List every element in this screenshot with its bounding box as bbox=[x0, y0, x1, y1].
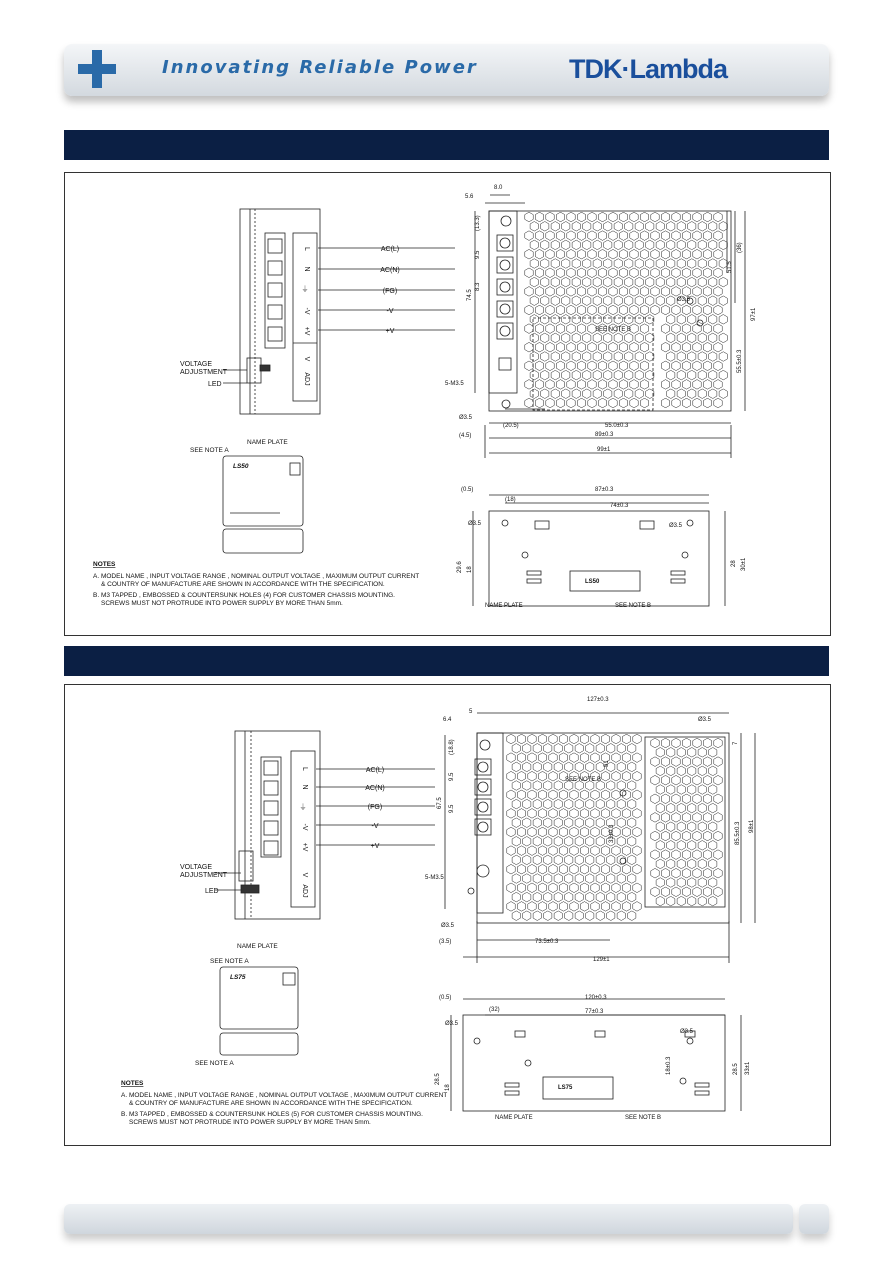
dim-129: 129±1 bbox=[593, 957, 610, 963]
name-plate-title-2: NAME PLATE bbox=[237, 943, 278, 950]
screw-label: 5-M3.5 bbox=[445, 381, 464, 387]
dim-18-b: 18 bbox=[467, 566, 473, 573]
voltage-adjustment-label-b: VOLTAGE bbox=[180, 864, 213, 871]
dim-9-5-b: 9.5 bbox=[449, 804, 455, 813]
dim-98: 98±1 bbox=[749, 819, 755, 833]
dim-9-5: 9.5 bbox=[475, 250, 481, 259]
dim-18: (18) bbox=[505, 497, 516, 503]
model-name-2: LS75 bbox=[230, 974, 246, 981]
header-banner bbox=[64, 44, 829, 96]
dim-18-c: 18 bbox=[445, 1084, 451, 1091]
svg-text:⏚: ⏚ bbox=[301, 286, 309, 293]
dim-32: (32) bbox=[489, 1007, 500, 1013]
dim-18-8: (18.8) bbox=[449, 739, 455, 755]
svg-text:+V: +V bbox=[303, 326, 310, 336]
bottom-model-2: LS75 bbox=[558, 1085, 573, 1091]
voltage-adjustment-label-2: ADJUSTMENT bbox=[180, 369, 228, 376]
note-b-line2: SCREWS MUST NOT PROTRUDE INTO POWER SUPPLY BY MORE THAN 5mm. bbox=[101, 600, 343, 607]
note-b-line1-2: B. M3 TAPPED , EMBOSSED & COUNTERSUNK HOLES (5) FOR CUSTOMER CHASSIS MOUNTING. bbox=[121, 1111, 423, 1118]
model-name: LS50 bbox=[233, 463, 249, 470]
section-bar-1 bbox=[64, 130, 829, 160]
svg-text:+V: +V bbox=[301, 842, 308, 852]
dim-33-1: 33±1 bbox=[745, 1061, 751, 1075]
dim-9-5-a: 9.5 bbox=[449, 772, 455, 781]
name-plate-bottom-label-2: NAME PLATE bbox=[495, 1115, 533, 1121]
bottom-view-1 bbox=[473, 495, 725, 606]
dim-8-0: 8.0 bbox=[494, 185, 503, 191]
name-plate-bottom-label: NAME PLATE bbox=[485, 603, 523, 609]
note-a-line1-2: A. MODEL NAME , INPUT VOLTAGE RANGE , NOMINAL OUTPUT VOLTAGE , MAXIMUM OUTPUT CURRENT bbox=[121, 1092, 448, 1099]
fg-label-2: (FG) bbox=[367, 804, 383, 811]
ac-l-label-2: AC(L) bbox=[365, 767, 385, 774]
section-bar-2 bbox=[64, 646, 829, 676]
neg-v-label-2: -V bbox=[371, 823, 379, 830]
svg-text:ADJ: ADJ bbox=[301, 884, 308, 898]
dim-73-5: 73.5±0.3 bbox=[535, 939, 559, 945]
svg-text:V: V bbox=[301, 872, 308, 878]
dim-55-5: 55.5±0.3 bbox=[737, 349, 743, 373]
pos-v-label-2: +V bbox=[370, 843, 380, 850]
footer-bar bbox=[64, 1204, 793, 1234]
dim-6-4: 6.4 bbox=[443, 717, 452, 723]
dim-4-5: (4.5) bbox=[459, 433, 472, 439]
dim-51-5: 51.5 bbox=[727, 261, 733, 273]
dim-74: 74±0.3 bbox=[610, 503, 629, 509]
dim-55-0: 55.0±0.3 bbox=[605, 423, 629, 429]
dim-18-0-3: 18±0.3 bbox=[666, 1056, 672, 1075]
see-note-b-bottom-2: SEE NOTE B bbox=[625, 1115, 662, 1121]
page-number-box bbox=[799, 1204, 829, 1234]
see-note-b-front-2: SEE NOTE B bbox=[565, 777, 602, 783]
dim-28-5-b: 28.5 bbox=[733, 1063, 739, 1075]
bottom-model: LS50 bbox=[585, 579, 600, 585]
svg-text:-V: -V bbox=[303, 307, 310, 315]
dim-36: (36) bbox=[737, 242, 743, 253]
dim-74-5: 74.5 bbox=[467, 289, 473, 301]
see-note-a-label-2: SEE NOTE A bbox=[210, 958, 249, 965]
notes-title-2: NOTES bbox=[121, 1080, 144, 1087]
voltage-adjustment-label: VOLTAGE bbox=[180, 361, 213, 368]
dim-5-6: 5.6 bbox=[465, 194, 474, 200]
svg-text:N: N bbox=[301, 784, 308, 790]
neg-v-label: -V bbox=[386, 308, 394, 315]
dim-67-5: 67.5 bbox=[437, 797, 443, 809]
dim-87: 87±0.3 bbox=[595, 487, 614, 493]
dim-29-6: 29.6 bbox=[457, 561, 463, 573]
svg-text:⏚: ⏚ bbox=[299, 804, 307, 811]
tdk-lambda-logo: TDK·Lambda bbox=[569, 54, 727, 84]
drawing-panel-1 bbox=[64, 172, 831, 636]
see-note-b-bottom: SEE NOTE B bbox=[615, 603, 652, 609]
dim-hole-bottom-b: Ø3.5 bbox=[445, 1021, 459, 1027]
note-a-line1: A. MODEL NAME , INPUT VOLTAGE RANGE , NOMINAL OUTPUT VOLTAGE , MAXIMUM OUTPUT CURRENT bbox=[93, 573, 420, 580]
svg-text:L: L bbox=[301, 767, 308, 771]
bottom-view-2 bbox=[451, 999, 741, 1111]
note-a-line2: & COUNTRY OF MANUFACTURE ARE SHOWN IN ACCORDANCE WITH THE SPECIFICATION. bbox=[101, 581, 385, 588]
dim-7: 7 bbox=[733, 741, 739, 745]
note-b-line1: B. M3 TAPPED , EMBOSSED & COUNTERSUNK HOLES (4) FOR CUSTOMER CHASSIS MOUNTING. bbox=[93, 592, 395, 599]
dim-89: 89±0.3 bbox=[595, 432, 614, 438]
note-b-line2-2: SCREWS MUST NOT PROTRUDE INTO POWER SUPPLY BY MORE THAN 5mm. bbox=[129, 1119, 371, 1126]
see-note-a-label: SEE NOTE A bbox=[190, 447, 229, 454]
ac-n-label-2: AC(N) bbox=[365, 785, 385, 792]
hex-perforation-grid bbox=[507, 734, 641, 920]
see-note-a-label-3: SEE NOTE A bbox=[195, 1060, 234, 1067]
screw-label-2: 5-M3.5 bbox=[425, 875, 444, 881]
name-plate-1 bbox=[223, 456, 303, 553]
svg-text:ADJ: ADJ bbox=[303, 372, 310, 386]
dim-85-5: 85.5±0.3 bbox=[735, 821, 741, 845]
dim-hole-bottom-2: Ø3.5 bbox=[669, 523, 683, 529]
dim-5: 5 bbox=[469, 709, 473, 715]
dim-99: 99±1 bbox=[597, 447, 611, 453]
name-plate-title: NAME PLATE bbox=[247, 439, 288, 446]
svg-text:V: V bbox=[303, 356, 310, 362]
pos-v-label: +V bbox=[385, 328, 395, 335]
dim-hole-3-5: Ø3.5 bbox=[677, 297, 691, 303]
dim-33: 33±0.3 bbox=[609, 824, 615, 843]
plus-logo-icon bbox=[78, 50, 116, 88]
dim-97: 97±1 bbox=[751, 307, 757, 321]
drawing-panel-2 bbox=[64, 684, 831, 1146]
ac-l-label: AC(L) bbox=[380, 246, 400, 253]
notes-title: NOTES bbox=[93, 561, 116, 568]
dim-hole-bottom-b2: Ø3.5 bbox=[680, 1029, 694, 1035]
dim-3-5: (3.5) bbox=[439, 939, 452, 945]
dim-28-5-a: 28.5 bbox=[435, 1073, 441, 1085]
dim-28: 28 bbox=[731, 560, 737, 567]
dim-30: 30±1 bbox=[741, 557, 747, 571]
dim-0-5-b: (0.5) bbox=[439, 995, 452, 1001]
dim-120: 120±0.3 bbox=[585, 995, 607, 1001]
ac-n-label: AC(N) bbox=[380, 267, 400, 274]
see-note-b-front: SEE NOTE B bbox=[595, 327, 632, 333]
tagline: Innovating Reliable Power bbox=[162, 57, 478, 78]
led-label-2: LED bbox=[205, 888, 219, 895]
dim-8-3: 8.3 bbox=[475, 282, 481, 291]
dim-hole-3-5-top: Ø3.5 bbox=[698, 717, 712, 723]
dim-hole-bottom: Ø3.5 bbox=[468, 521, 482, 527]
svg-text:L: L bbox=[303, 247, 310, 251]
voltage-adjustment-label-b2: ADJUSTMENT bbox=[180, 872, 228, 879]
svg-text:-V: -V bbox=[301, 823, 308, 831]
dim-hole-3-5-b2: Ø3.5 bbox=[441, 923, 455, 929]
dim-77: 77±0.3 bbox=[585, 1009, 604, 1015]
fg-label: (FG) bbox=[382, 288, 398, 295]
note-a-line2-2: & COUNTRY OF MANUFACTURE ARE SHOWN IN ACCORDANCE WITH THE SPECIFICATION. bbox=[129, 1100, 413, 1107]
dim-127: 127±0.3 bbox=[587, 697, 609, 703]
led-label: LED bbox=[208, 381, 222, 388]
svg-text:N: N bbox=[303, 266, 310, 272]
dim-20-5: (20.5) bbox=[503, 423, 519, 429]
dim-13-3: (13.3) bbox=[475, 215, 481, 231]
dim-hole-3-5-b: Ø3.5 bbox=[459, 415, 473, 421]
dim-0-5: (0.5) bbox=[461, 487, 474, 493]
dim-51: 51 bbox=[604, 760, 610, 767]
